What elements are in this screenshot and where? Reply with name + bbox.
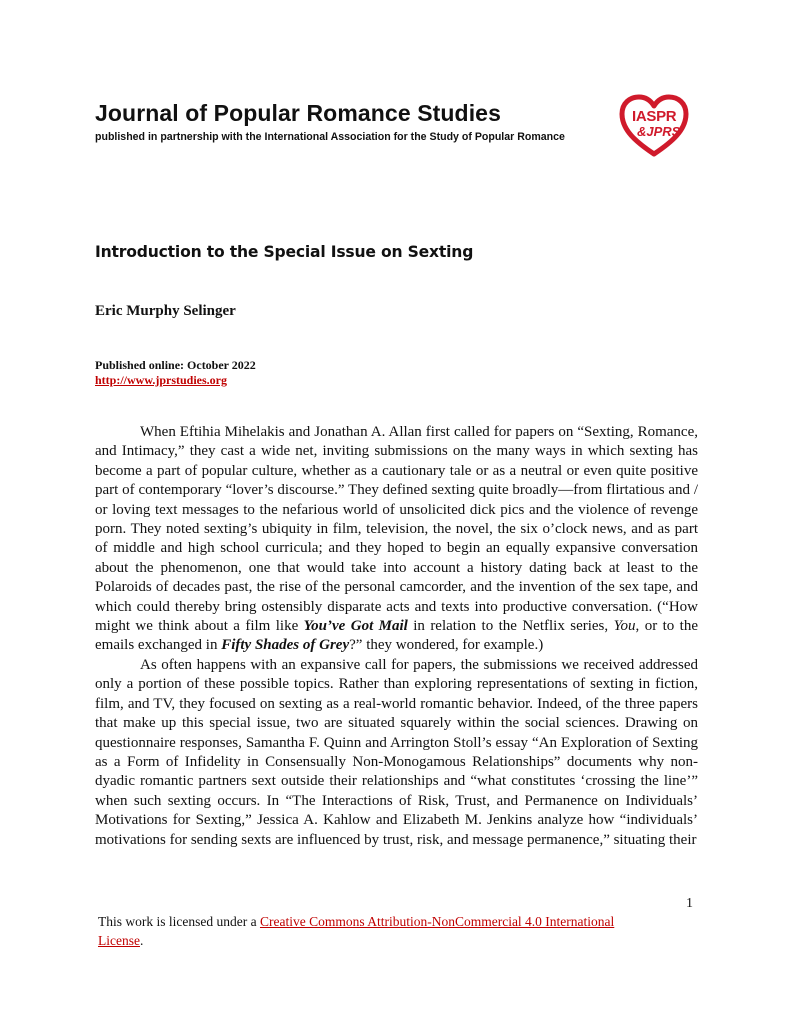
body-paragraph-2: As often happens with an expansive call for papers, the submissions we received addressed only a portion of these possible topics. Rather than exploring representations of sexting in fiction, film, and TV, they focused on sexting as a real-world romantic behavior. Indeed, of the three papers that make up this special issue, two are situated squarely within the social sciences. Drawing on questionnaire responses, Samantha F. Quinn and Arrington Stoll’s essay “An Exploration of Sexting as a Form of Infidelity in Consensually Non-Monogamous Relationships” documents why non-dyadic romantic partners sext outside their relationships and “what constitutes ‘crossing the line’” when such sexting occurs. In “The Interactions of Risk, Trust, and Permanence on Individuals’ Motivations for Sexting,” Jessica A. Kahlow and Elizabeth M. Jenkins analyze how “individuals’ motivations for sending sexts are influenced by trust, risk, and message permanence,” situating their [95,656,698,848]
article-title: Introduction to the Special Issue on Sexting [95,243,474,261]
page-number: 1 [686,896,693,911]
logo-text: IASPR [632,108,677,125]
series-title: You [613,618,636,635]
journal-website-link[interactable]: http://www.jprstudies.org [95,373,228,387]
license-suffix: . [139,933,144,948]
paragraph-text: in relation to the Netflix series, [407,618,614,635]
article-author: Eric Murphy Selinger [95,303,236,319]
license-prefix: This work is licensed under a [98,914,260,929]
paragraph-text: ?” they wondered, for example.) [349,637,544,654]
published-date: Published online: October 2022 [95,358,256,372]
body-paragraph-1 [95,423,698,656]
paragraph-text: When Eftihia Mihelakis and Jonathan A. Allan first called for papers on “Sexting, Romance, and Intimacy,” they cast a wide net, inviting submissions on the many ways in which sexting has become a part of popular culture, whether as a cautionary tale or as a neutral or even quite positive part of contemporary “lover’s discourse.” They defined sexting quite broadly—from flirtatious and / or loving text messages to the nefarious world of unsolicited dick pics and the violence of revenge porn. They noted sexting’s ubiquity in film, television, the novel, the six o’clock news, and as part of middle and high school curricula; and they hoped to begin an equally expansive conversation about the phenomenon, one that would take into account a history dating back at least to the Polaroids of decades past, the rise of the personal camcorder, and the invention of the sex tape, and which could thereby bring ostensibly disparate acts and texts into productive conversation. (“How might we think about a film like [95,424,698,635]
novel-title: Fifty Shades of Grey [221,637,350,654]
logo-subtext: &JPRS [637,124,681,139]
article-body [95,423,698,850]
film-title: You’ve Got Mail [303,618,408,635]
paragraph-text: , or to the emails exchanged in [95,618,698,654]
journal-title: Journal of Popular Romance Studies [95,100,501,126]
license-footer [98,912,638,950]
journal-subtitle: published in partnership with the International Association for the Study of Popular Romance [95,131,565,143]
license-link[interactable]: Creative Commons Attribution-NonCommercial 4.0 International License [98,914,615,948]
